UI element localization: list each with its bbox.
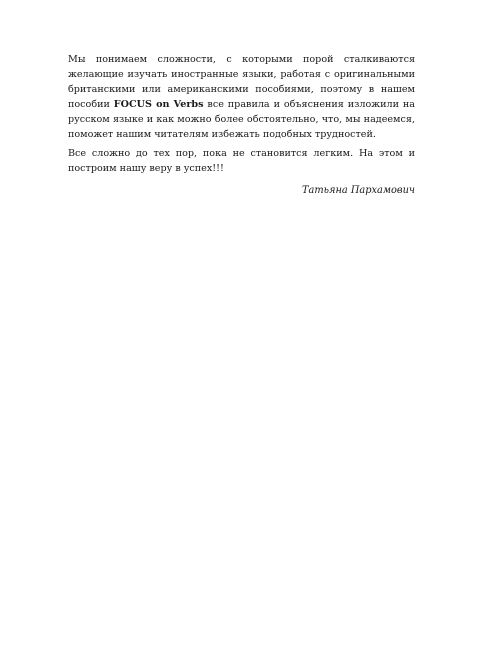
paragraph-motto: Все сложно до тех пор, пока не становится легким. На этом и построим нашу веру в успех!!! (68, 148, 415, 174)
paragraph-intro (68, 52, 415, 142)
paragraph-intro-start: Мы понимаем сложности, с которыми порой сталкиваются желающие изучать иностранные языки, работая с оригинальными британскими или американскими пособиями, поэтому в нашем пособии (68, 54, 415, 110)
paragraph-intro-end: все правила и объяснения изложили на русском языке и как можно более обстоятельно, что, мы надеемся, поможет нашим читателям избежать подобных трудностей. (68, 99, 416, 140)
text-block (68, 52, 415, 198)
author-signature: Татьяна Пархамович (301, 185, 415, 196)
book-title: FOCUS on Verbs (113, 99, 204, 110)
